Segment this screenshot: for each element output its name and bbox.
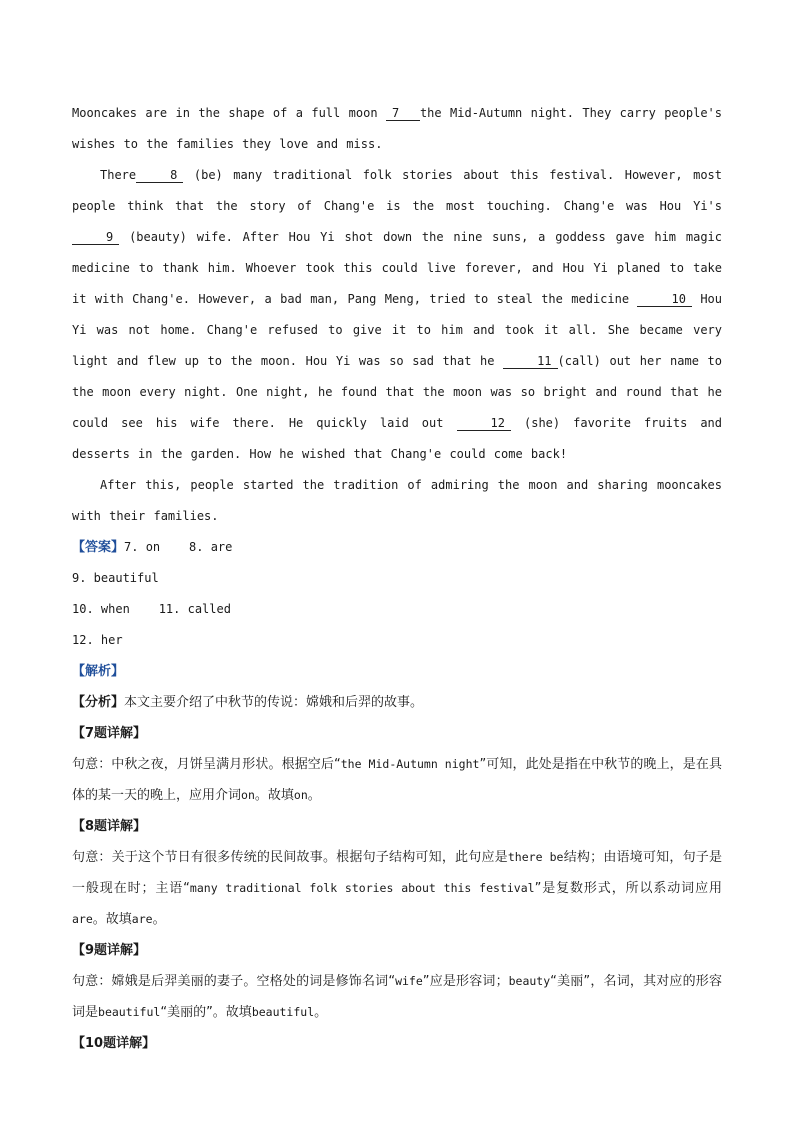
blank-7: 7 xyxy=(386,106,420,121)
q8-detail: 句意：关于这个节日有很多传统的民间故事。根据句子结构可知，此句应是there be结构；由语境可知，句子是一般现在时；主语“many traditional folk stories about this festival”是复数形式，所以系动词应用are。故填are。 xyxy=(72,850,722,927)
document-page xyxy=(72,98,722,1059)
analysis-block xyxy=(72,656,722,1059)
q8-heading: 【8题详解】 xyxy=(72,819,147,834)
passage-paragraph-1: Mooncakes are in the shape of a full moon 7 the Mid-Autumn night. They carry people's wishes to the families they love and miss. xyxy=(72,106,722,151)
blank-11: 11 xyxy=(503,354,557,369)
q7-detail: 句意：中秋之夜，月饼呈满月形状。根据空后“the Mid-Autumn night”可知，此处是指在中秋节的晚上，是在具体的某一天的晚上，应用介词on。故填on。 xyxy=(72,757,722,803)
answer-line-4: 12. her xyxy=(72,633,123,647)
passage-paragraph-2: There 8 (be) many traditional folk stories about this festival. However, most people think that the story of Chang'e is the most touching. Chang'e was Hou Yi's 9 (beauty) wife. After Hou Yi shot down the nine suns, a goddess gave him magic medicine to thank him. Whoever took this could live forever, and Hou Yi planed to take it with Chang'e. However, a bad man, Pang Meng, tried to steal the medicine 10 Hou Yi was not home. Chang'e refused to give it to him and took it all. She became very light and flew up to the moon. Hou Yi was so sad that he 11 (call) out her name to the moon every night. One night, he found that the moon was so bright and round that he could see his wife there. He quickly laid out 12 (she) favorite fruits and desserts in the garden. How he wished that Chang'e could come back! xyxy=(72,168,722,461)
answer-line-2: 9. beautiful xyxy=(72,571,159,585)
blank-12: 12 xyxy=(457,416,511,431)
answer-line-1: 【答案】7. on 8. are xyxy=(72,540,233,555)
blank-9: 9 xyxy=(72,230,119,245)
answer-block xyxy=(72,532,722,656)
answer-line-3: 10. when 11. called xyxy=(72,602,231,616)
q9-detail: 句意：嫦娥是后羿美丽的妻子。空格处的词是修饰名词“wife”应是形容词；beauty“美丽”，名词，其对应的形容词是beautiful“美丽的”。故填beautiful。 xyxy=(72,974,722,1020)
blank-10: 10 xyxy=(637,292,691,307)
passage xyxy=(72,98,722,532)
analysis-summary: 【分析】本文主要介绍了中秋节的传说：嫦娥和后羿的故事。 xyxy=(72,695,424,710)
analysis-tag: 【解析】 xyxy=(72,664,125,679)
q9-heading: 【9题详解】 xyxy=(72,943,147,958)
q10-heading: 【10题详解】 xyxy=(72,1036,156,1051)
passage-paragraph-3: After this, people started the tradition of admiring the moon and sharing mooncakes with their families. xyxy=(72,478,722,523)
blank-8: 8 xyxy=(136,168,183,183)
q7-heading: 【7题详解】 xyxy=(72,726,147,741)
answer-tag: 【答案】 xyxy=(72,540,125,555)
